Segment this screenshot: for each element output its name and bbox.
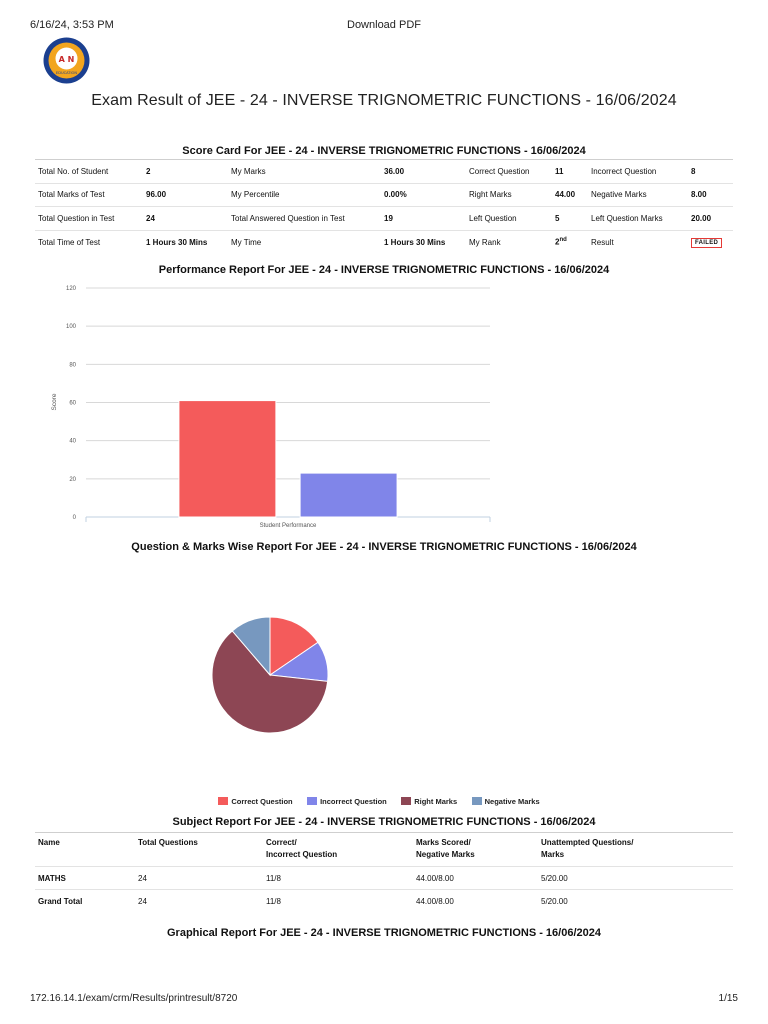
table-cell: 44.00/8.00 [413, 867, 538, 890]
svg-text:A N: A N [58, 55, 75, 64]
rank-number: 2 [555, 237, 560, 247]
subject-name: Grand Total [35, 890, 135, 913]
score-value: 24 [143, 207, 228, 231]
score-label: Left Question Marks [588, 207, 688, 231]
score-card-table [35, 159, 733, 254]
table-cell: 44.00/8.00 [413, 890, 538, 913]
score-label: Total Time of Test [35, 230, 143, 254]
column-header-line: Unattempted Questions/ [541, 838, 634, 847]
y-tick-label: 60 [69, 400, 76, 407]
table-cell: 24 [135, 867, 263, 890]
legend-item[interactable] [472, 797, 540, 806]
score-value: 19 [381, 207, 466, 231]
table-row [35, 890, 733, 913]
legend-label: Negative Marks [484, 796, 540, 806]
table-row [35, 867, 733, 890]
print-url: 172.16.14.1/exam/crm/Results/printresult/8720 [30, 993, 238, 1004]
performance-title: Performance Report For JEE - 24 - INVERSE TRIGNOMETRIC FUNCTIONS - 16/06/2024 [158, 264, 610, 276]
legend-item[interactable] [218, 797, 292, 806]
bar[interactable] [179, 401, 276, 517]
legend-swatch [472, 797, 482, 805]
column-header: Total Questions [135, 833, 263, 867]
table-cell: 5/20.00 [538, 867, 733, 890]
print-page-title: Download PDF [347, 19, 421, 31]
score-label: My Rank [466, 230, 552, 254]
column-header [413, 833, 538, 867]
score-row [35, 160, 733, 184]
y-tick-label: 120 [65, 286, 76, 292]
column-header [538, 833, 733, 867]
score-value: 8 [688, 160, 733, 184]
y-tick-label: 20 [69, 476, 76, 483]
score-row [35, 183, 733, 207]
bar[interactable] [300, 473, 397, 517]
score-label: Left Question [466, 207, 552, 231]
score-value: 36.00 [381, 160, 466, 184]
score-label: Total Question in Test [35, 207, 143, 231]
y-axis-label: Score [51, 393, 58, 411]
score-value: 2 [143, 160, 228, 184]
score-value: 0.00% [381, 183, 466, 207]
score-label: Correct Question [466, 160, 552, 184]
score-label: Result [588, 230, 688, 254]
table-cell: 24 [135, 890, 263, 913]
score-value: 8.00 [688, 183, 733, 207]
subject-name: MATHS [35, 867, 135, 890]
column-header-line: Negative Marks [416, 850, 475, 859]
score-value: 20.00 [688, 207, 733, 231]
legend-swatch [401, 797, 411, 805]
table-cell: 11/8 [263, 867, 413, 890]
score-label: Total Marks of Test [35, 183, 143, 207]
score-label: Total Answered Question in Test [228, 207, 381, 231]
score-value: 1 Hours 30 Mins [381, 230, 466, 254]
score-value: 11 [552, 160, 588, 184]
score-label: Right Marks [466, 183, 552, 207]
svg-text:EDUCATION: EDUCATION [55, 71, 78, 75]
y-tick-label: 40 [69, 438, 76, 445]
subject-report-title: Subject Report For JEE - 24 - INVERSE TRIGNOMETRIC FUNCTIONS - 16/06/2024 [172, 816, 596, 828]
column-header-line: Marks [541, 850, 565, 859]
score-card-title: Score Card For JEE - 24 - INVERSE TRIGNOMETRIC FUNCTIONS - 16/06/2024 [182, 145, 586, 157]
column-header-line: Incorrect Question [266, 850, 338, 859]
legend-swatch [218, 797, 228, 805]
question-marks-pie-chart [200, 590, 360, 750]
question-marks-title: Question & Marks Wise Report For JEE - 24 - INVERSE TRIGNOMETRIC FUNCTIONS - 16/06/2024 [131, 541, 637, 553]
legend-item[interactable] [401, 797, 457, 806]
column-header: Name [35, 833, 135, 867]
legend-label: Correct Question [231, 796, 293, 806]
subject-report-table [35, 832, 733, 913]
score-value: 1 Hours 30 Mins [143, 230, 228, 254]
score-label: My Percentile [228, 183, 381, 207]
score-value: 5 [552, 207, 588, 231]
score-label: Total No. of Student [35, 160, 143, 184]
column-header-line: Marks Scored/ [416, 838, 471, 847]
table-header-row [35, 833, 733, 867]
rank-value [552, 230, 588, 254]
performance-bar-chart [40, 280, 500, 535]
score-row [35, 207, 733, 231]
legend-label: Incorrect Question [320, 796, 387, 806]
exam-title: Exam Result of JEE - 24 - INVERSE TRIGNOMETRIC FUNCTIONS - 16/06/2024 [91, 92, 677, 109]
y-tick-label: 80 [69, 362, 76, 369]
print-datetime: 6/16/24, 3:53 PM [30, 19, 114, 31]
result-badge: FAILED [691, 238, 722, 248]
graphical-report-title: Graphical Report For JEE - 24 - INVERSE TRIGNOMETRIC FUNCTIONS - 16/06/2024 [167, 927, 601, 939]
score-row [35, 230, 733, 254]
pie-legend [0, 792, 768, 810]
legend-label: Right Marks [414, 796, 458, 806]
score-label: My Marks [228, 160, 381, 184]
y-tick-label: 0 [72, 515, 76, 521]
table-cell: 11/8 [263, 890, 413, 913]
column-header [263, 833, 413, 867]
x-axis-label: Student Performance [259, 523, 317, 529]
rank-suffix: nd [559, 237, 567, 244]
table-cell: 5/20.00 [538, 890, 733, 913]
institute-logo [43, 37, 90, 84]
print-page-number: 1/15 [718, 993, 738, 1004]
legend-swatch [307, 797, 317, 805]
column-header-line: Correct/ [266, 838, 297, 847]
legend-item[interactable] [307, 797, 387, 806]
score-label: Negative Marks [588, 183, 688, 207]
result-cell [688, 230, 733, 254]
score-label: Incorrect Question [588, 160, 688, 184]
score-value: 96.00 [143, 183, 228, 207]
y-tick-label: 100 [65, 324, 76, 331]
score-value: 44.00 [552, 183, 588, 207]
score-label: My Time [228, 230, 381, 254]
